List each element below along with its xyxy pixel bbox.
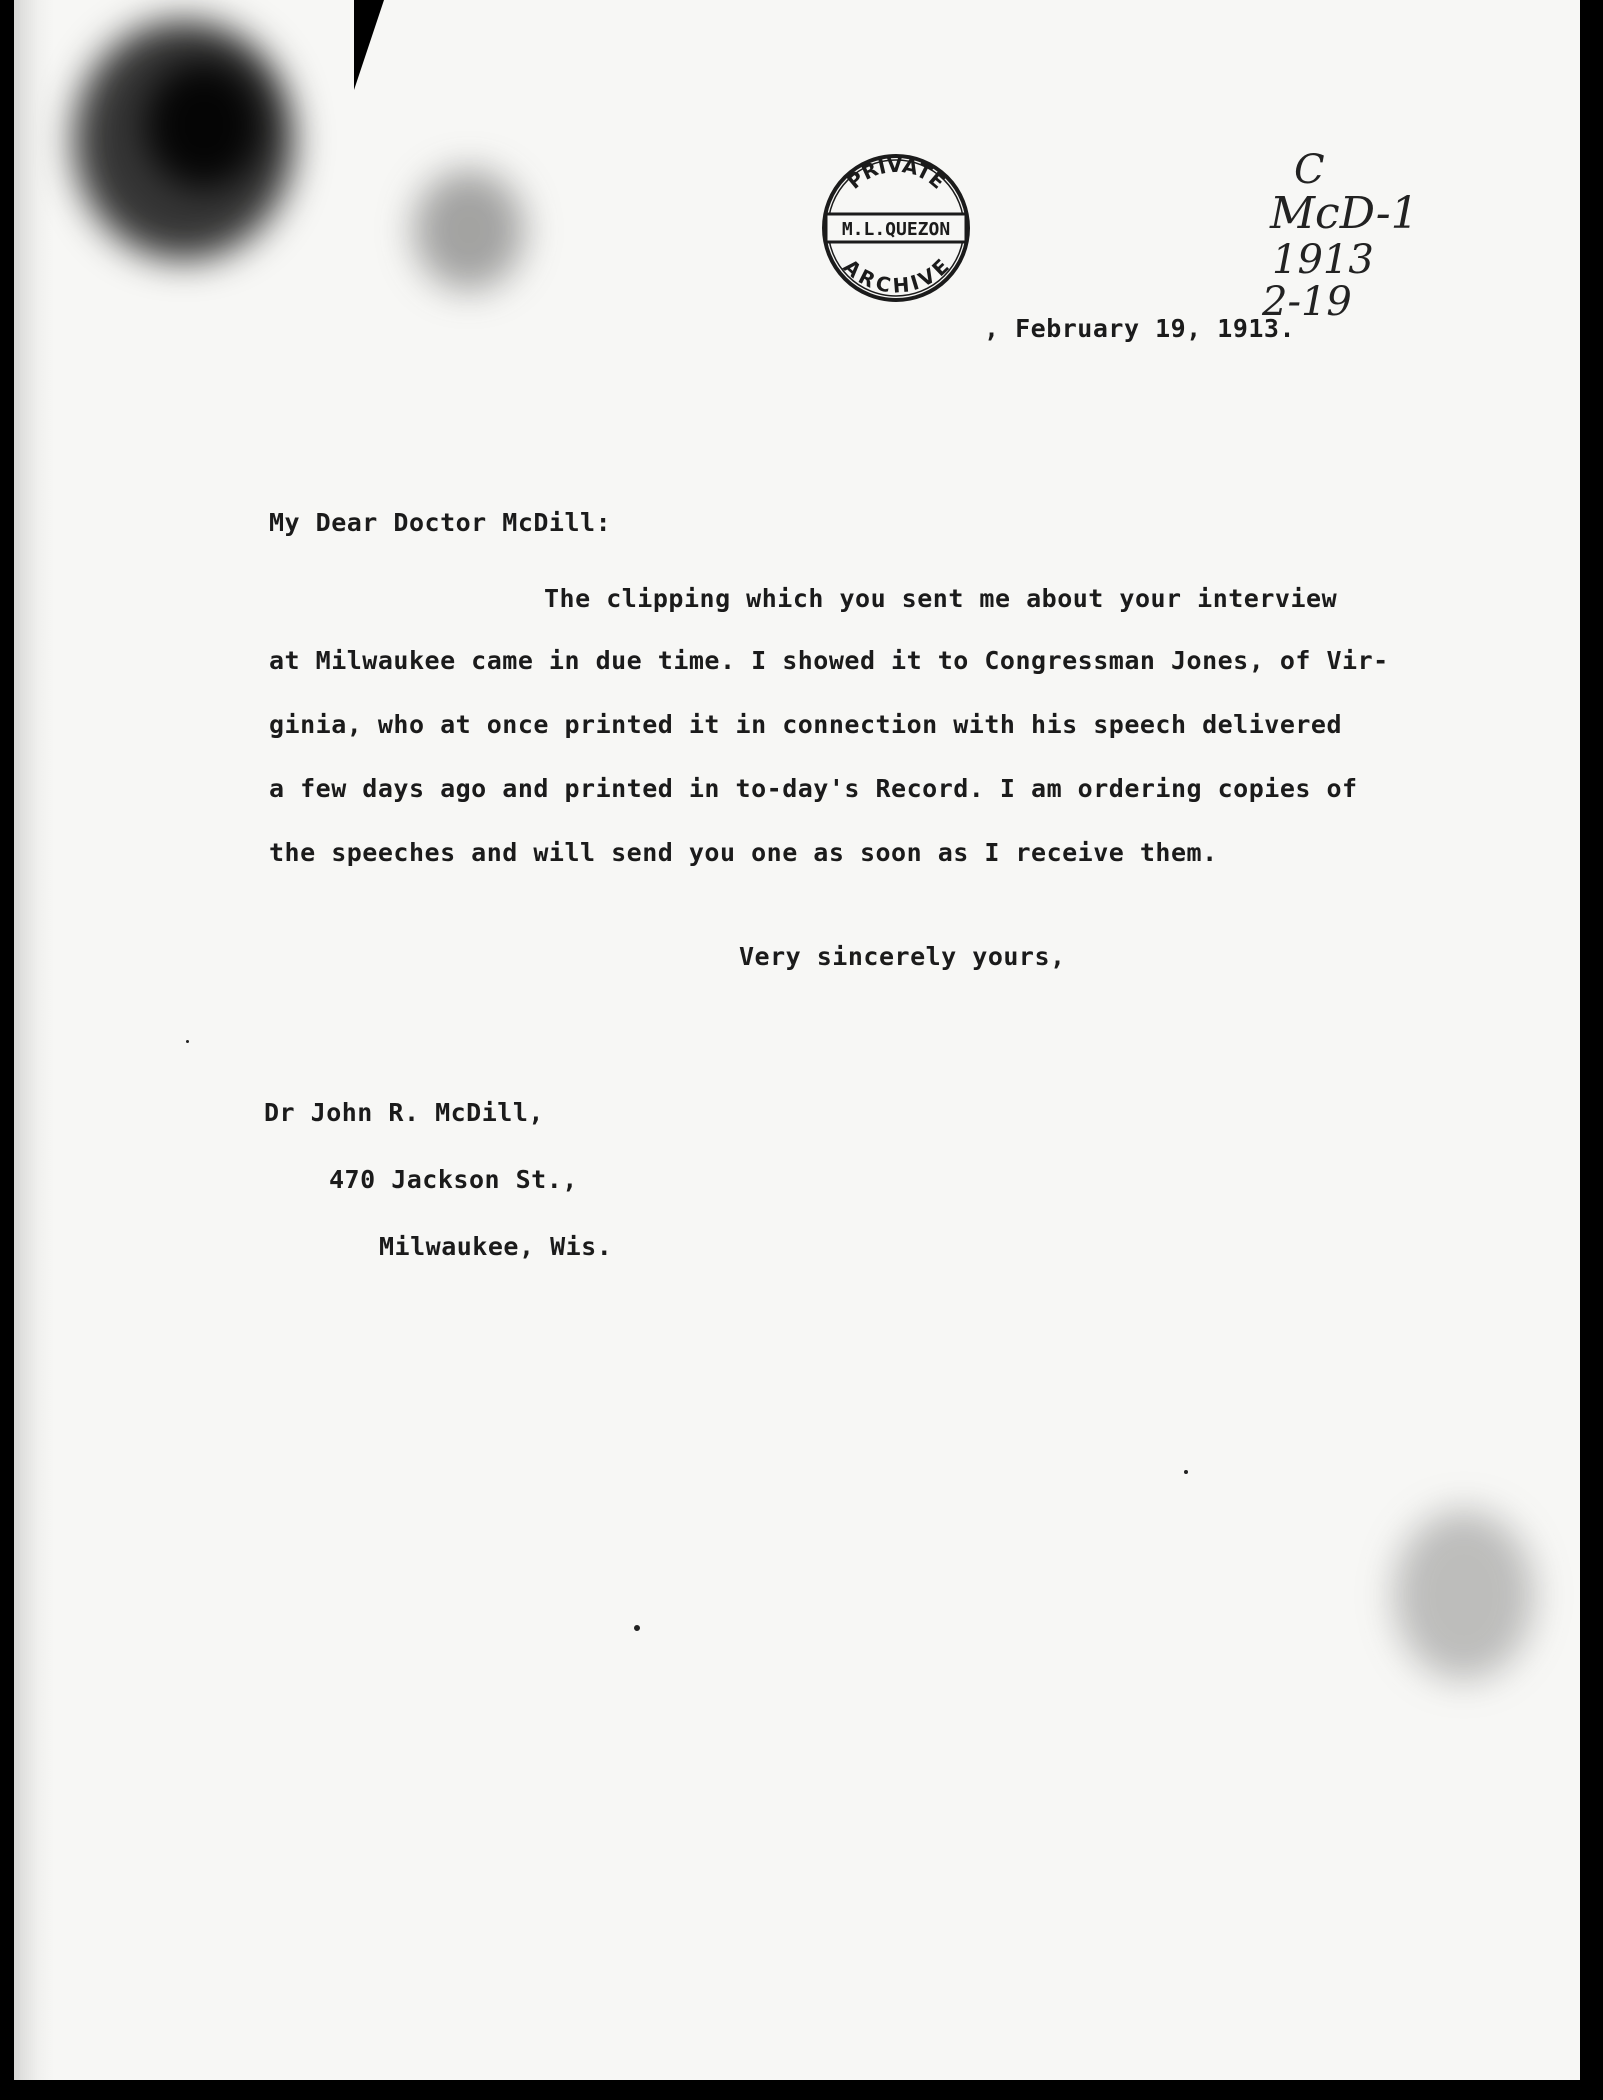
body-line: The clipping which you sent me about your interview <box>544 584 1338 613</box>
ink-stain <box>144 60 264 190</box>
letter-page <box>14 0 1580 2080</box>
handwritten-note-line: 2-19 <box>1262 279 1352 325</box>
handwritten-note-line: C <box>1294 147 1325 193</box>
handwritten-note-line: 1913 <box>1272 237 1374 283</box>
stamp-top-text: PRIVATE <box>842 152 950 194</box>
body-line: ginia, who at once printed it in connection with his speech delivered <box>269 710 1343 739</box>
address-line: Dr John R. McDill, <box>264 1098 544 1127</box>
address-line: 470 Jackson St., <box>329 1165 578 1194</box>
speck <box>634 1625 640 1631</box>
address-line: Milwaukee, Wis. <box>379 1232 613 1261</box>
salutation: My Dear Doctor McDill: <box>269 508 612 537</box>
body-line: a few days ago and printed in to-day's Record. I am ordering copies of <box>269 774 1358 803</box>
letter-date: , February 19, 1913. <box>984 314 1296 343</box>
speck <box>186 1040 189 1043</box>
handwritten-note-line: McD-1 <box>1270 188 1419 239</box>
body-line: at Milwaukee came in due time. I showed it to Congressman Jones, of Vir- <box>269 646 1389 675</box>
speck <box>1184 1470 1188 1474</box>
stamp-middle-text: M.L.QUEZON <box>841 219 951 240</box>
smudge <box>414 170 524 290</box>
stamp-bottom-text: ARCHIVE <box>838 254 954 298</box>
scan-edge-shading <box>14 0 54 2080</box>
torn-edge <box>354 0 414 90</box>
closing: Very sincerely yours, <box>739 942 1066 971</box>
body-line: the speeches and will send you one as soon as I receive them. <box>269 838 1218 867</box>
archive-stamp <box>820 152 972 304</box>
smudge <box>1394 1510 1534 1680</box>
